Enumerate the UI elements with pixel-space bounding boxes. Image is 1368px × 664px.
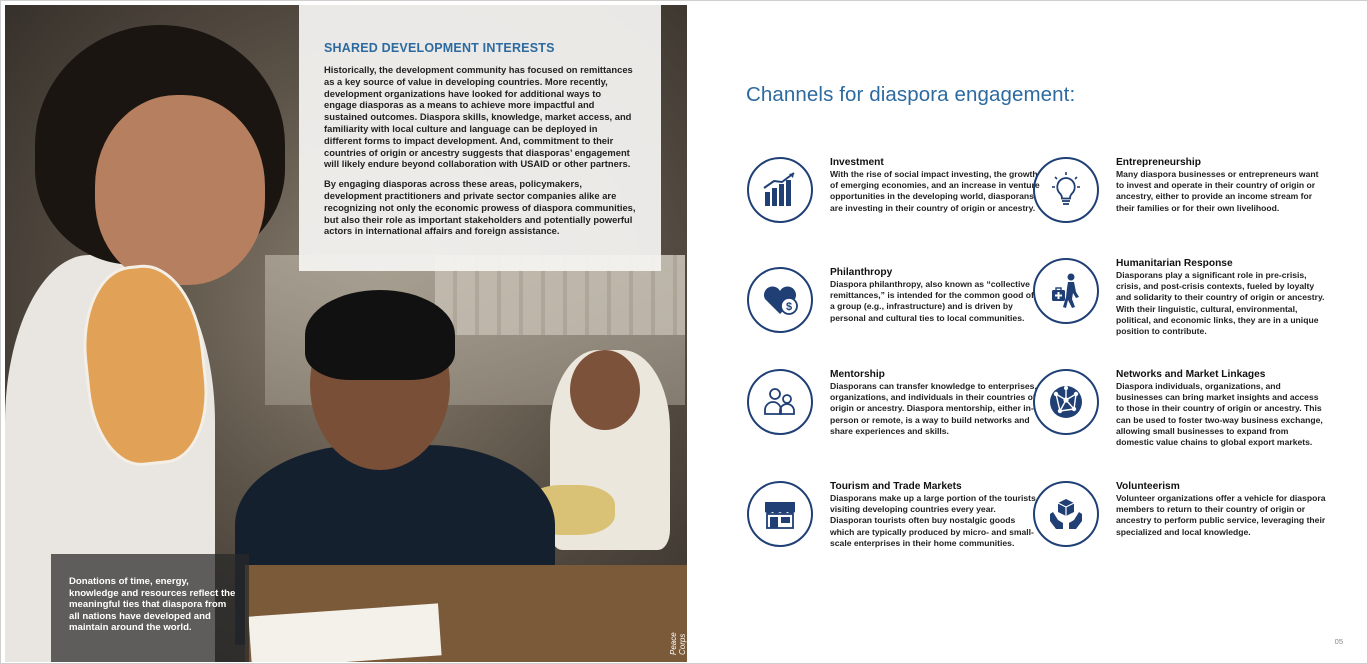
- intro-paragraph: Historically, the development community has focused on remittances as a key source of value in developing countries. More recently, development organizations have looked for additional ways to engage diasporas as a means to achieve more impactful and sustained outcomes. Diaspora skills, knowledge, market access, and familiarity with local culture and language can be deployed in different forms to impact development. And, commitment to their countries of origin or ancestry suggests that diasporas’ engagement will likely endure beyond collaboration with USAID or other partners.: [324, 64, 633, 170]
- photo-student-background-head: [570, 350, 640, 430]
- channel-title: Tourism and Trade Markets: [830, 481, 962, 492]
- channel-body: Many diaspora businesses or entrepreneurs want to invest and operate in their country of origin or ancestry, either to provide an income stream for their families or for their own livelihood.: [1116, 169, 1319, 213]
- bar-chart-icon: [747, 157, 813, 223]
- page-heading: Channels for diaspora engagement:: [746, 83, 1076, 106]
- lightbulb-icon: [1033, 157, 1099, 223]
- photo-teacher-face: [95, 95, 265, 285]
- channel-body: Volunteer organizations offer a vehicle for diaspora members to return to their country of origin or ancestry to perform public service, leveraging their specialized and local knowledge.: [1116, 493, 1326, 537]
- photo-boy-hair: [305, 290, 455, 380]
- channel-title: Volunteerism: [1116, 481, 1180, 492]
- photo-credit: Peace Corps: [669, 632, 687, 655]
- intro-title: SHARED DEVELOPMENT INTERESTS: [324, 41, 555, 55]
- channel-body: Diasporans play a significant role in pre-crisis, crisis, and post-crisis contexts, fueled by loyalty and solidarity to their country of origin or ancestry. With their linguistic, cultural, environmental, political, and economic links, they are in a unique position to contribute.: [1116, 270, 1325, 337]
- intro-text-box: [299, 5, 661, 271]
- channel-title: Philanthropy: [830, 267, 893, 278]
- page-number: 05: [1334, 637, 1343, 646]
- channel-body: Diaspora philanthropy, also known as “collective remittances,” is intended for the common good of a group (e.g., infrastructure) and is driven by personal and cultural ties to local communities.: [830, 279, 1034, 323]
- photo-caption-box: [51, 554, 249, 662]
- heart-dollar-icon: [747, 267, 813, 333]
- channel-title: Networks and Market Linkages: [1116, 369, 1266, 380]
- channel-title: Mentorship: [830, 369, 885, 380]
- channel-body: Diasporans make up a large portion of the tourists visiting developing countries every year. Diasporan tourists often buy nostalgic goods which are typically produced by micro- and small-scale enterprises in their home communities.: [830, 493, 1036, 548]
- first-aid-person-icon: [1033, 258, 1099, 324]
- channel-title: Investment: [830, 157, 884, 168]
- channel-title: Entrepreneurship: [1116, 157, 1201, 168]
- network-globe-icon: [1033, 369, 1099, 435]
- channel-body: With the rise of social impact investing, the growth of emerging economies, and an increase in venture opportunities in the developing world, diasporans are investing in their country of origin or ancestry.: [830, 169, 1040, 213]
- people-icon: [747, 369, 813, 435]
- channel-body: Diaspora individuals, organizations, and businesses can bring market insights and access to those in their country of origin or ancestry. This can be used to foster two-way business exchange, allowing small businesses to expand from domestic value chains to global export markets.: [1116, 381, 1323, 448]
- channel-title: Humanitarian Response: [1116, 258, 1233, 269]
- channels-page: [687, 5, 1365, 662]
- channel-body: Diasporans can transfer knowledge to enterprises, organizations, and individuals in their countries of origin or ancestry. Diaspora mentorship, either in-person or remote, is a way to build networks and share experiences and skills.: [830, 381, 1037, 436]
- intro-paragraph: By engaging diasporas across these areas, policymakers, development practitioners and private sector companies alike are recognizing not only the economic prowess of diaspora communities, but also their role as important stakeholders and potentially powerful actors in international affairs and foreign assistance.: [324, 178, 636, 237]
- hands-box-icon: [1033, 481, 1099, 547]
- svg-text:$: $: [785, 301, 793, 313]
- photo-caption: Donations of time, energy, knowledge and resources reflect the meaningful ties that diaspora from all nations have developed and maintain around the world.: [69, 576, 236, 634]
- storefront-icon: [747, 481, 813, 547]
